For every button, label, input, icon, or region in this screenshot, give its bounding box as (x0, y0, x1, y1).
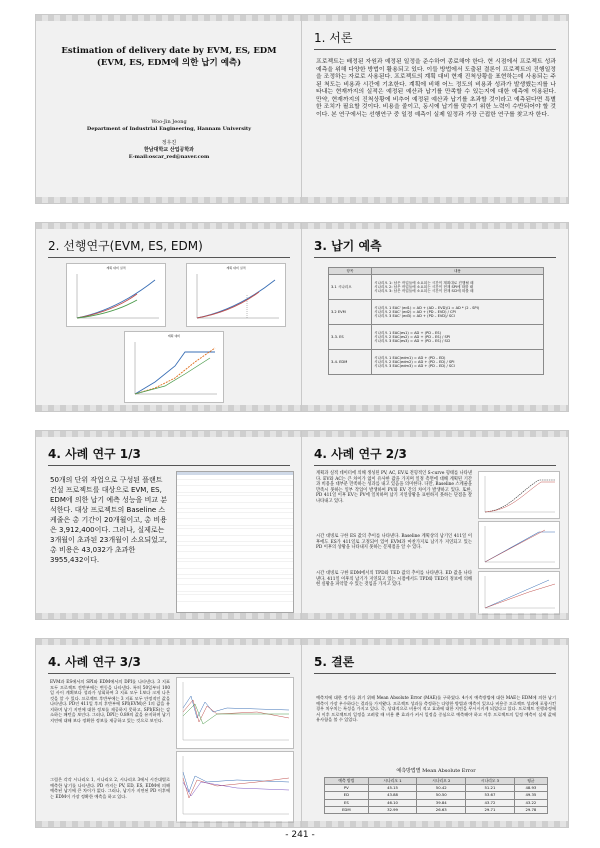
mae-header: 시나리오 3 (466, 778, 515, 785)
mae-cell: 48.93 (514, 785, 547, 792)
email: E-mail:oscar_red@naver.com (128, 154, 210, 160)
slide-case-study-1 (35, 430, 303, 620)
table-row (329, 300, 544, 325)
row-line: 시나리오 2 EAC(edm2) = AD + (PD – ED) / SPI (374, 360, 455, 365)
chart-es-title: 계획 대비 실적 (226, 266, 246, 270)
chart-s-curve (478, 471, 560, 519)
table-row (329, 325, 544, 350)
chart-es-plot (187, 270, 285, 324)
chart-edm-trend (478, 571, 560, 615)
slide-title: 5. 결론 (314, 655, 355, 669)
title-rule (48, 465, 290, 466)
row-line: 시나리오 2 EAC' (ed2) = AD + (PD – EVD) / CPI (374, 310, 456, 315)
table-row (325, 806, 548, 813)
row-line: 시나리오 3: 남은 작업들에 소요되는 시간이 현재 SCI에 따를 때 (374, 289, 474, 294)
mae-header: 시나리오 2 (417, 778, 466, 785)
case3-text-1: EVM과 ES에서의 SPI와 EDM에서의 DPI를 나타낸다. 3 지표 모두 프로젝트 전반부에는 변동을 나타낸다. 특히 50일부터 100일 사이 계획보다 성과가 상회하여 3 지표 모두 1보다 크게 나온 것을 알 수 있다. 프로젝트 후반부에는 3 지표 모두 안정적인 값을 나타낸다. PD인 411일 후의 후반부에 SPI(EVM)은 1의 값을 유지하며 납기 지연에 대한 정보를 제공하지 못하고, SPI(ES)는 감소하는 패턴을 보인다. 그러나, DPI는 0.89의 값을 유지하며 납기 지연에 대해 보다 정확한 정보를 제공하고 있는 것으로 보인다. (50, 679, 170, 723)
row-line: 시나리오 3 EAC(edm3) = AD + (PD – ED) / SCI (374, 364, 455, 369)
row-content (372, 300, 544, 325)
title-rule (314, 49, 556, 50)
row-item: 3.1 시나리오 (329, 275, 372, 300)
cover-title-kr: (EVM, ES, EDM에 의한 납기 예측) (96, 58, 242, 68)
affil-en: Department of Industrial Engineering, Hannam University (86, 126, 252, 132)
mae-cell: 43.72 (466, 799, 515, 806)
row-content (372, 325, 544, 350)
row-item: 3-3. ES (329, 325, 372, 350)
chart-evm-plot (67, 270, 165, 324)
row-line: 시나리오 1 EAC(es1) = AD + (PD – ES) (374, 330, 441, 335)
mae-header: 평균 (514, 778, 547, 785)
slide-title: 4. 사례 연구 1/3 (48, 447, 141, 461)
page-number: - 241 - (285, 830, 315, 840)
row-content (372, 275, 544, 300)
row-line: 시나리오 3 EAC' (ed3) = AD + (PD – EVD)/ SCI (374, 314, 455, 319)
row-item: 3.2 EVM (329, 300, 372, 325)
col-header-item: 항목 (329, 268, 372, 275)
mae-cell: 53.67 (466, 792, 515, 799)
title-rule (314, 673, 556, 674)
mae-cell: 29.71 (466, 806, 515, 813)
case2-text-2: 시간 대빙로 구한 ES 값의 추이를 나타낸다. Baseline 계획상의 남기인 411일 이후에도 ES가 411일로 고정되어 있어 EVM과 마찬가지로 남기가 지연되고 있는 PD 이후의 상황을 나타내지 못하는 문제점을 알 수 있다. (316, 534, 472, 551)
activity-list-image (176, 471, 294, 613)
mae-cell: PV (325, 785, 369, 792)
chart-forecast (176, 751, 294, 823)
mae-cell: 26.63 (417, 806, 466, 813)
case2-text-3: 시간 대빙로 구한 EDM에서의 TPD와 TED 값의 추이를 나타낸다. ED 값을 나타낸다. 411일 이후의 납기가 지연되고 있는 시점에서도 TPD와 TED의 정보에 의해 현 실황을 파악할 수 있는 것임을 가지고 있다. (316, 571, 472, 588)
chart-edm-trend-plot (479, 572, 559, 614)
mae-cell: 43.22 (514, 799, 547, 806)
slide-title: 3. 납기 예측 (314, 239, 382, 253)
mae-header: 예측 방법 (325, 778, 369, 785)
slide-prior-research (35, 222, 303, 412)
affil-kr: 한남대학교 산업공학과 (143, 147, 195, 153)
mae-table-caption: 예측방법별 Mean Absolute Error (396, 768, 476, 774)
row-content (372, 350, 544, 375)
table-row (329, 350, 544, 375)
mae-cell: 49.35 (514, 792, 547, 799)
slide-title: 4. 사례 연구 3/3 (48, 655, 141, 669)
col-header-content: 내용 (372, 268, 544, 275)
chart-edm-plot (125, 338, 223, 400)
slide-case-study-2 (301, 430, 569, 620)
mae-header: 시나리오 1 (368, 778, 417, 785)
chart-es (186, 263, 286, 327)
row-line: 시나리오 2 EAC(es2) = AD + (PD – ES) / SPI (374, 335, 450, 340)
slide-title: 4. 사례 연구 2/3 (314, 447, 407, 461)
chart-es-trend-plot (479, 522, 559, 568)
mae-cell: 51.21 (466, 785, 515, 792)
mae-cell: 39.84 (417, 799, 466, 806)
slide-title: 2. 선행연구(EVM, ES, EDM) (48, 239, 203, 253)
mae-cell: ES (325, 799, 369, 806)
slide-case-study-3 (35, 638, 303, 828)
cover-title (46, 45, 292, 69)
row-line: 시나리오 3 EAC(es3) = AD + (PD – ES) / SCI (374, 339, 451, 344)
title-rule (48, 257, 290, 258)
author-en: Woo-Jin Jeong (151, 119, 187, 125)
chart-edm (124, 331, 224, 403)
chart-forecast-plot (177, 752, 293, 822)
table-row (329, 275, 544, 300)
row-line: 시나리오 1 EAC' (ed1) = AD + (AD – EVD)/1 = AD * (2 - SPI) (374, 305, 480, 310)
chart-spi-dpi (176, 677, 294, 749)
mae-cell: 50.42 (417, 785, 466, 792)
chart-evm-title: 계획 대비 실적 (106, 266, 126, 270)
title-rule (314, 257, 556, 258)
mae-table (324, 777, 548, 814)
mae-cell: 43.88 (368, 792, 417, 799)
case3-text-2: 그림은 각각 시나리오 1, 시나리오 2, 시나리오 3에서 시간대별로 예측한 납기를 나타낸다. PD 까지는 PV, ED, ES, EDM에 의해 예측된 납기에 큰 차이가 없다. 그러나, 납기가 지연된 PD 이후에는 EDM이 가장 정확한 예측을 하고 있다. (50, 777, 170, 799)
row-line: 시나리오 1 EAC(edm1) = AD + (PD – ED) (374, 355, 446, 360)
title-rule (314, 465, 556, 466)
conclusion-text: 예측치에 대한 정가를 위기 위해 Mean Absolute Error (MAE)를 구하였다. 4가지 예측방법에 대한 MAE는 EDM에 의한 납기 예측이 가장 우수하다는 결과를 가져왔다. 프로젝트 성과를 측정하는 다양한 방법과 예측이 있으나 비용중 프로젝트 성과에 포함시킨 경우 치우치는 특성을 가지고 있다. 즉, 상대적으로 비용이 적고 효과에 대한 지연을 무시시키게 되었다고 있다. 프로젝트 진행과정에서 이후 프로젝트의 일정을 고려할 때 비용 뿐 효과가 커서 일정을 중심으로 예측해야 하고 이후 프로젝트의 일정 예측이 실제 값에 유사함을 볼 수 있었다. (316, 695, 556, 723)
slide-intro (301, 14, 569, 204)
row-item: 3-4. EDM (329, 350, 372, 375)
slide-cover (35, 14, 303, 204)
slide-conclusion (301, 638, 569, 828)
mae-cell: 45.15 (368, 785, 417, 792)
chart-spi-dpi-plot (177, 678, 293, 748)
row-line: 시나리오 1: 남은 작업들에 소요되는 시간이 계획대로 진행될 때 (374, 280, 474, 285)
table-row (325, 785, 548, 792)
mae-cell: ED (325, 792, 369, 799)
intro-text: 프로젝트는 배정된 자원과 예정된 일정을 준수하여 종료해야 한다. 현 시점에서 프로젝트 성과 예측을 위해 다양한 방법이 활용되고 있다. 이들 방법에서 도출된 결론이 프로젝트의 진행일정을 조정하는 자료로 사용된다. 프로젝트의 계획 대비 현재 진척상황을 표현하는데 사용되는 주된 척도는 비용과 시간에 기초한다. 계획에 비해 어느 정도의 비용과 성과가 발생했는지를 나타내는 현재까지의 실적은 예정된 예산과 납기를 만족할 수 있는지에 대한 예측에 이용된다. 만약, 현재까지의 진척상황에 비추어 예정된 예산과 납기를 초과할 것이라고 예측된다면 특별한 조치가 필요할 것이다. 비용을 줄이고, 동시에 납기를 맞추기 위한 노력이 수반되어야 할 것이다. 본 연구에서는 선행연구 중 일정 예측이 실제 일정과 가장 근접한 연구를 찾고자 한다. (316, 59, 556, 118)
cover-title-en: Estimation of delivery date by EVM, ES, EDM (61, 46, 277, 56)
chart-s-curve-plot (479, 472, 559, 518)
slide-delivery-prediction (301, 222, 569, 412)
case1-text: 50개의 단위 작업으로 구성된 플랜트 건설 프로젝트를 대상으로 EVM, ES, EDM에 의한 납기 예측 성능을 비교 분석한다. 대상 프로젝트의 Baseline 스케줄은 총 기간이 20개월이고, 총 비용은 3,912,400이다. 그러나, 실제로는 3개월이 초과된 23개월이 소요되었고, 총 비용은 43,032가 초과한 3955,432이다. (50, 476, 168, 564)
case2-text-1: 계획과 실적 데이터에 의해 생성된 PV, AC, EV로 전형적인 S-curve 형태를 나타낸다. EV와 AC는 큰 차이가 없이 유사한 값을 가지며 일정 측면에 대해 계획된 기간과 비용을 대부분 만족하는 성과를 내고 있음을 의미한다. 다만, Baseline 스케줄을 만족시 못하는 일부 작업이 발생하여 PV와 EV 간의 차이가 발생하고 있다. 또한, PD 411일 이후 EV는 PV에 일치하며 납기 지연상황을 표현하지 못하는 단점을 잘 나타내고 있다. (316, 471, 472, 504)
title-rule (48, 673, 290, 674)
formula-table (328, 267, 544, 375)
chart-edm-title: 계획 대비 (167, 334, 181, 338)
table-row (325, 792, 548, 799)
slide-title: 1. 서론 (314, 31, 353, 45)
mae-cell: EDM (325, 806, 369, 813)
mae-cell: 46.10 (368, 799, 417, 806)
cover-author-block (46, 119, 292, 161)
row-line: 시나리오 2: 남은 작업들에 소요되는 시간이 현재 SPI에 따를 때 (374, 285, 474, 290)
mae-cell: 29.78 (514, 806, 547, 813)
mae-cell: 32.99 (368, 806, 417, 813)
table-row (325, 799, 548, 806)
chart-es-trend (478, 521, 560, 569)
author-kr: 정우진 (161, 140, 177, 146)
mae-cell: 50.50 (417, 792, 466, 799)
chart-evm (66, 263, 166, 327)
